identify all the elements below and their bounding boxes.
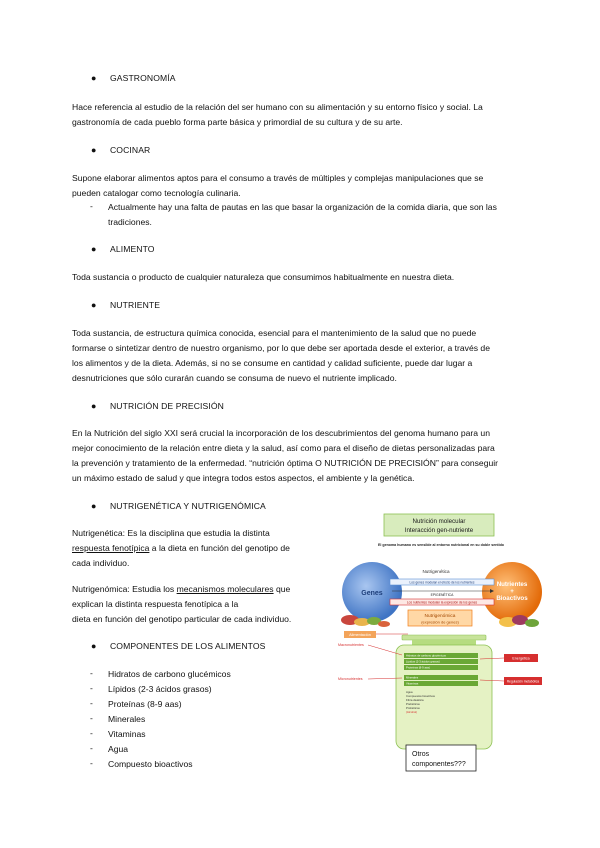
- list-item: Vitaminas: [108, 729, 146, 739]
- para-line: Toda sustancia, de estructura química conocida, esencial para el mantenimiento de la salud que no puede: [72, 328, 477, 338]
- heading-alimento: [91, 244, 155, 254]
- dash-icon: -: [90, 698, 93, 708]
- list-item: Minerales: [108, 714, 146, 724]
- nutrition-diagram: [338, 512, 544, 774]
- para-line: tradiciones.: [108, 217, 152, 227]
- para-line: Hace referencia al estudio de la relación del ser humano con su alimentación y su entorno físico y social. La: [72, 102, 483, 112]
- text-span: Nutrigenómica: Estudia los: [72, 584, 177, 594]
- para-line: Supone elaborar alimentos aptos para el consumo a través de múltiples y complejas manipulaciones que se: [72, 173, 484, 183]
- bullet-icon: ●: [91, 501, 97, 511]
- heading-text: COCINAR: [110, 145, 151, 155]
- para-line: Toda sustancia o producto de cualquier naturaleza que consumimos habitualmente en nuestra dieta.: [72, 272, 455, 282]
- nutrition-diagram-svg: [338, 512, 544, 774]
- dash-icon: -: [90, 743, 93, 753]
- para-line: desnutriciones que sólo curarán cuando se consuma de nuevo el nutriente implicado.: [72, 373, 397, 383]
- heading-nutriente: [91, 300, 161, 310]
- micro-label: Micronutrientes: [338, 677, 363, 681]
- figure-subtitle: El genoma humano es sensible al entorno nutricional en su doble sentido: [377, 543, 505, 547]
- jar-neck: [412, 640, 476, 645]
- dash-icon: -: [90, 758, 93, 768]
- para-line: Nutrigenética: Es la disciplina que estudia la distinta: [72, 528, 270, 538]
- figure-title-1: Nutrición molecular: [412, 518, 466, 525]
- underlined-term: respuesta fenotípica: [72, 543, 150, 553]
- list-item: Lípidos (2-3 ácidos grasos): [108, 684, 212, 694]
- heading-text: NUTRICIÓN DE PRECISIÓN: [110, 401, 224, 411]
- nutrigenomica-label-2: (expresión de genes): [421, 619, 459, 625]
- figure-title-2: Interacción gen-nutriente: [404, 527, 474, 534]
- heading-nutrigenetica: [91, 501, 266, 511]
- heading-text: NUTRIENTE: [110, 300, 161, 310]
- para-line: la prevención y tratamiento de la enfermedad. “nutrición óptima O NUTRICIÓN DE PRECISIÓN” para conseguir: [72, 458, 499, 468]
- jar-row-text: Proteínas (8-9 aas): [406, 665, 430, 670]
- macro-label: Macronutrientes: [338, 643, 364, 647]
- jar-row-text: Hidratos de carbono glucémicos: [406, 653, 446, 658]
- para-line: [72, 541, 290, 556]
- list-item: Compuesto bioactivos: [108, 759, 193, 769]
- underlined-term: mecanismos moleculares: [176, 584, 274, 594]
- alimentacion-label: Alimentación: [349, 633, 371, 637]
- extra-text: Prebióticos: [406, 702, 420, 706]
- para-line: formarse o sintetizar dentro de nuestro organismo, por lo que debe ser aportada desde el exterior, a través de: [72, 343, 490, 353]
- extra-text: (Alcohol): [406, 710, 418, 714]
- nutrients-label-2: +: [510, 588, 514, 595]
- para-line: pueden catalogar como tecnología culinaria.: [72, 188, 241, 198]
- jar-lid: [402, 635, 486, 640]
- bullet-icon: ●: [91, 73, 97, 83]
- para-line: los alimentos y de la dieta. Además, si no se consume en cantidad y calidad suficiente, puede dar lugar a: [72, 358, 473, 368]
- list-item: Proteínas (8-9 aas): [108, 699, 182, 709]
- dash-icon: -: [90, 728, 93, 738]
- regulacion-label: Regulación metabólica: [506, 679, 540, 684]
- dash-icon: -: [90, 683, 93, 693]
- heading-text: ALIMENTO: [110, 244, 155, 254]
- jar-row-text: Lípidos (2-3 ácidos grasos): [406, 659, 440, 664]
- nutrients-label-3: Bioactivos: [496, 595, 528, 602]
- list-item: Hidratos de carbono glucémicos: [108, 669, 231, 679]
- nutrigenomica-label-1: Nutrigenómica: [424, 614, 456, 619]
- epigenetica-label: EPIGENÉTICA: [430, 593, 454, 597]
- energetica-label: Energética: [512, 656, 530, 661]
- para-line: mejor conocimiento de la relación entre dieta y la salud, así como para el diseño de dietas personalizadas para: [72, 443, 495, 453]
- text-span: que: [273, 584, 291, 594]
- extra-text: Compuestos bioactivos: [406, 694, 435, 698]
- para-line: [72, 582, 290, 597]
- bullet-icon: ●: [91, 244, 97, 254]
- bullet-icon: ●: [91, 300, 97, 310]
- jar-row-text: Vitaminas: [406, 681, 419, 686]
- para-line: un máximo estado de salud y que integra todos estos aspectos, el ambiente y la genética.: [72, 473, 415, 483]
- jar-row-text: Minerales: [406, 675, 419, 680]
- genes-label: Genes: [361, 590, 383, 597]
- extra-text: Agua: [406, 690, 413, 694]
- heading-componentes: [91, 641, 266, 651]
- bullet-icon: ●: [91, 401, 97, 411]
- heading-text: GASTRONOMÍA: [110, 73, 176, 83]
- dash-icon: -: [90, 713, 93, 723]
- heading-gastronomia: [91, 73, 176, 83]
- para-line: En la Nutrición del siglo XXI será crucial la incorporación de los descubrimientos del genoma humano para un: [72, 428, 490, 438]
- nutrients-label-1: Nutrientes: [496, 581, 528, 588]
- heading-cocinar: [91, 145, 151, 155]
- extra-text: Fibra dietética: [406, 698, 424, 702]
- para-line: explican la distinta respuesta fenotípica a la: [72, 599, 239, 609]
- list-item: Agua: [108, 744, 129, 754]
- extra-text: Probióticos: [406, 706, 420, 710]
- dash-icon: -: [90, 201, 93, 211]
- nutrigenetica-label: Nutrigenética: [422, 569, 450, 574]
- para-line: gastronomía de cada pueblo forma parte básica y primordial de su cultura y de su arte.: [72, 117, 403, 127]
- heading-precision: [91, 401, 224, 411]
- para-line: Actualmente hay una falta de pautas en las que basar la organización de la comida diaria, que son las: [108, 202, 497, 212]
- otros-label-2: componentes???: [412, 761, 466, 768]
- para-line: cada individuo.: [72, 558, 130, 568]
- dash-icon: -: [90, 668, 93, 678]
- arrow-top-text: Los genes modulan el efecto de los nutrientes: [409, 580, 475, 585]
- otros-label-1: Otros: [412, 751, 430, 758]
- heading-text: COMPONENTES DE LOS ALIMENTOS: [110, 641, 266, 651]
- heading-text: NUTRIGENÉTICA Y NUTRIGENÓMICA: [110, 501, 266, 511]
- bullet-icon: ●: [91, 641, 97, 651]
- text-span: a la dieta en función del genotipo de: [149, 543, 290, 553]
- bullet-icon: ●: [91, 145, 97, 155]
- arrow-bottom-text: Los nutrientes modulan la expresión de los genes: [406, 600, 478, 605]
- para-line: dieta en función del genotipo particular de cada individuo.: [72, 614, 292, 624]
